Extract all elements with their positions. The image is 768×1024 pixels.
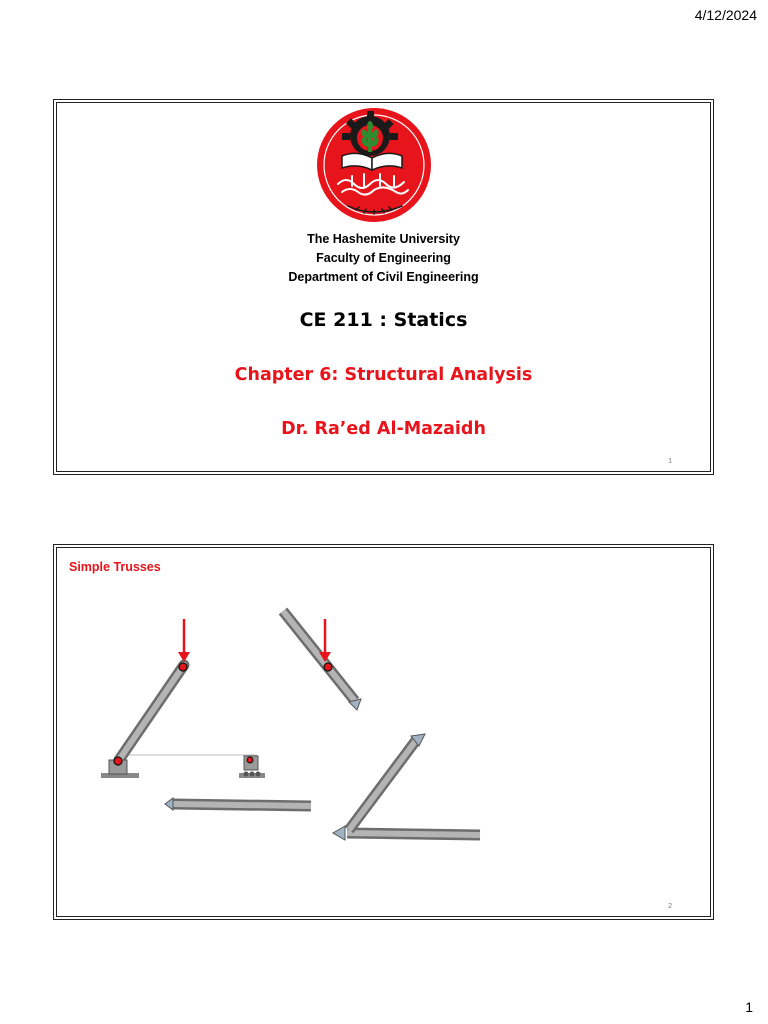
- slide-2-frame: [56, 547, 711, 917]
- slide-number: 1: [668, 458, 672, 465]
- truss-member-loaded: [283, 611, 361, 710]
- truss-member-horizontal: [165, 798, 311, 810]
- pin-joint-member: [324, 663, 332, 671]
- truss-member-v-inclined: [349, 734, 425, 830]
- truss-member-v-horizontal: [347, 833, 480, 835]
- truss-assembly-2: [333, 734, 480, 840]
- truss-member-inclined: [119, 665, 184, 760]
- university-name: The Hashemite University: [307, 232, 460, 246]
- slide-2: [53, 544, 714, 920]
- load-arrow-1: [178, 619, 190, 662]
- department-name: Department of Civil Engineering: [288, 270, 479, 284]
- slide-1-frame: [56, 102, 711, 472]
- slide-1: [53, 99, 714, 475]
- roller-support-right: [239, 756, 265, 778]
- slide-number: 2: [668, 903, 672, 910]
- course-title: CE 211 : Statics: [299, 309, 468, 331]
- truss-assembly-1: [101, 619, 265, 778]
- pin-support-left: [101, 757, 139, 778]
- truss-illustration: [57, 548, 712, 918]
- joint-cap-v: [333, 826, 345, 840]
- author-name: Dr. Ra’ed Al-Mazaidh: [281, 419, 486, 439]
- university-info: [57, 230, 710, 287]
- print-date: 4/12/2024: [694, 7, 757, 23]
- pin-joint-support: [114, 757, 122, 765]
- pin-joint-top: [179, 663, 187, 671]
- faculty-name: Faculty of Engineering: [316, 251, 451, 265]
- chapter-title: Chapter 6: Structural Analysis: [234, 365, 533, 385]
- slide-title: Simple Trusses: [69, 560, 161, 574]
- university-logo: [312, 106, 436, 224]
- page-number: 1: [745, 999, 753, 1015]
- pin-joint-roller: [247, 757, 253, 763]
